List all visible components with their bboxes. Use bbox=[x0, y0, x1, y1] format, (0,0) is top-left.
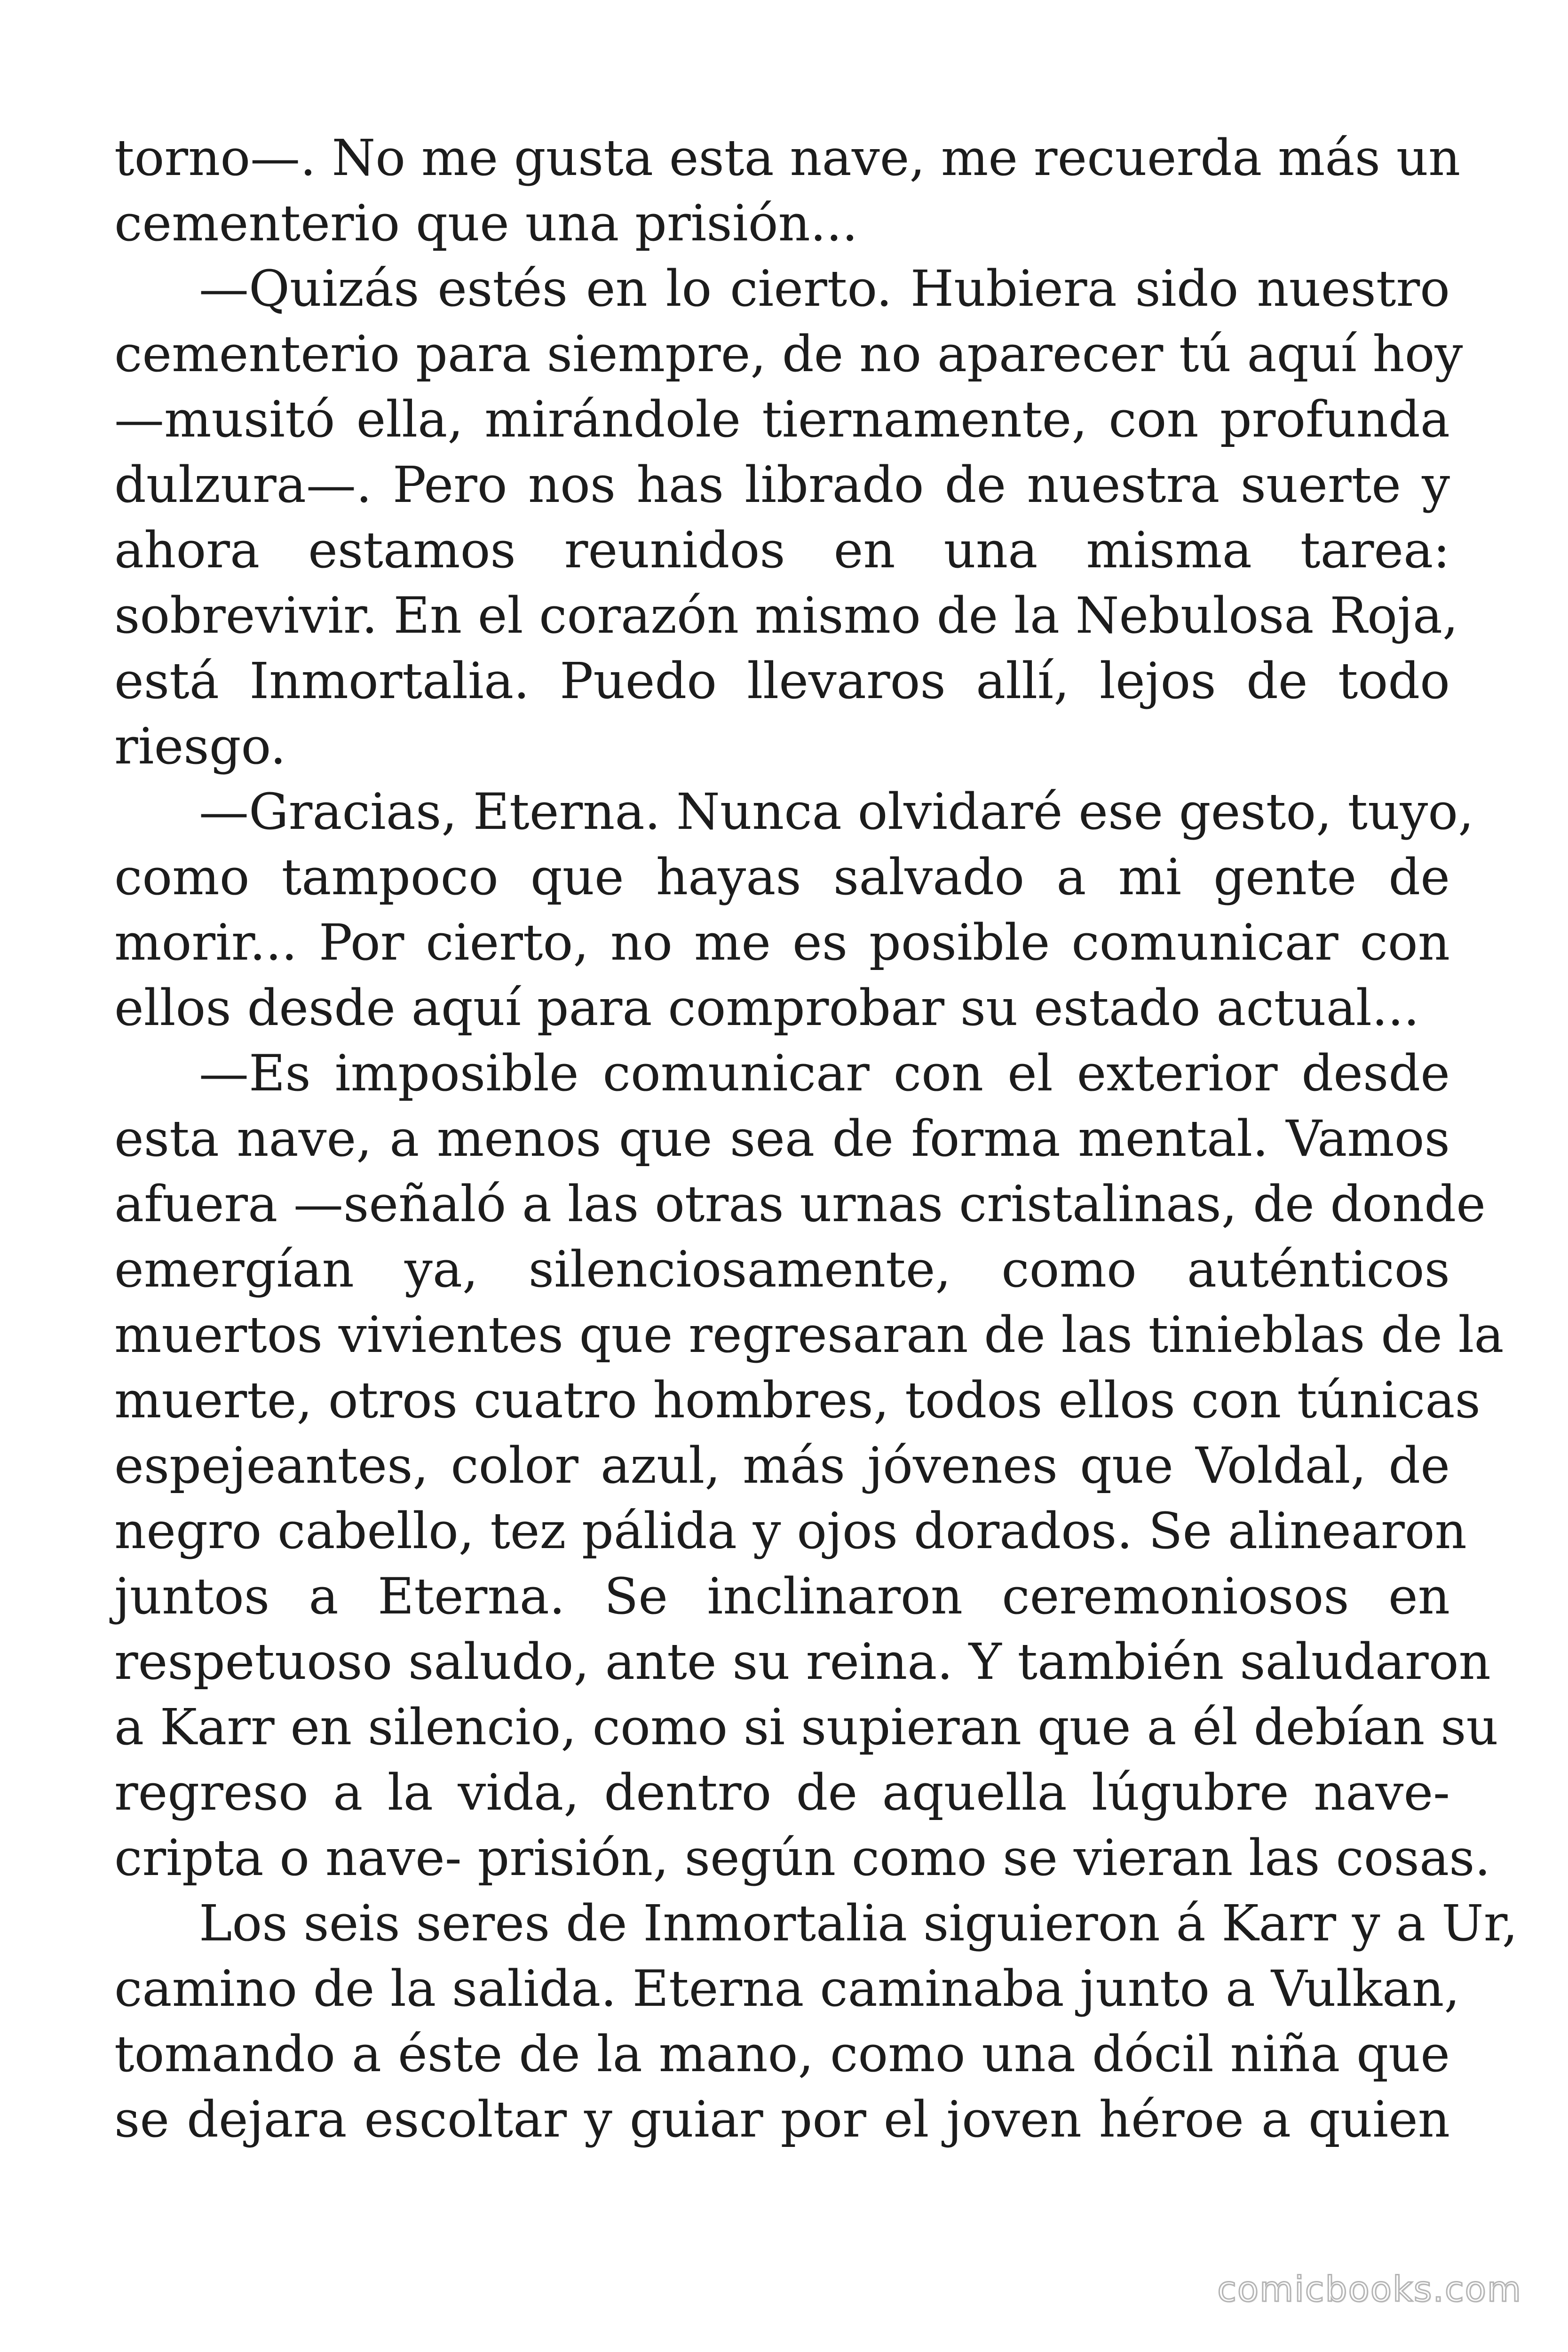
text-line: dulzura—. Pero nos has librado de nuestra suerte y bbox=[114, 456, 1450, 514]
text-line: muertos vivientes que regresaran de las tinieblas de la bbox=[114, 1306, 1504, 1364]
text-line: espejeantes, color azul, más jóvenes que Voldal, de bbox=[114, 1437, 1450, 1494]
text-line: respetuoso saludo, ante su reina. Y también saludaron bbox=[114, 1633, 1491, 1691]
text-line: morir... Por cierto, no me es posible comunicar con bbox=[114, 914, 1450, 971]
text-line: torno—. No me gusta esta nave, me recuerda más un bbox=[114, 129, 1461, 187]
text-line: sobrevivir. En el corazón mismo de la Nebulosa Roja, bbox=[114, 587, 1458, 644]
text-line: se dejara escoltar y guiar por el joven héroe a quien bbox=[114, 2090, 1450, 2148]
text-line: —Gracias, Eterna. Nunca olvidaré ese gesto, tuyo, bbox=[199, 783, 1474, 841]
text-line: ellos desde aquí para comprobar su estado actual... bbox=[114, 979, 1419, 1037]
text-line: tomando a éste de la mano, como una dócil niña que bbox=[114, 2025, 1450, 2083]
text-line: negro cabello, tez pálida y ojos dorados. Se alinearon bbox=[114, 1502, 1467, 1560]
text-line: —Quizás estés en lo cierto. Hubiera sido nuestro bbox=[199, 260, 1450, 318]
text-line: cementerio que una prisión... bbox=[114, 194, 858, 252]
text-line: Los seis seres de Inmortalia siguieron á Karr y a Ur, bbox=[199, 1894, 1518, 1952]
text-line: regreso a la vida, dentro de aquella lúgubre nave- bbox=[114, 1764, 1450, 1821]
text-line: —Es imposible comunicar con el exterior desde bbox=[199, 1044, 1450, 1102]
text-line: está Inmortalia. Puedo llevaros allí, lejos de todo bbox=[114, 652, 1450, 710]
text-line: emergían ya, silenciosamente, como auténticos bbox=[114, 1240, 1450, 1298]
text-line: cementerio para siempre, de no aparecer tú aquí hoy bbox=[114, 325, 1463, 383]
text-line: esta nave, a menos que sea de forma mental. Vamos bbox=[114, 1110, 1450, 1168]
body-text bbox=[114, 125, 1518, 2152]
text-line: afuera —señaló a las otras urnas cristalinas, de donde bbox=[114, 1175, 1486, 1233]
text-line: juntos a Eterna. Se inclinaron ceremoniosos en bbox=[114, 1567, 1450, 1625]
text-line: —musitó ella, mirándole tiernamente, con profunda bbox=[114, 390, 1450, 448]
text-line: como tampoco que hayas salvado a mi gente de bbox=[114, 848, 1450, 906]
text-line: cripta o nave- prisión, según como se vieran las cosas. bbox=[114, 1829, 1491, 1887]
watermark: comicbooks.com bbox=[1217, 2269, 1522, 2310]
text-line: muerte, otros cuatro hombres, todos ellos con túnicas bbox=[114, 1371, 1481, 1429]
text-line: riesgo. bbox=[114, 717, 286, 775]
text-line: a Karr en silencio, como si supieran que a él debían su bbox=[114, 1698, 1498, 1756]
text-line: ahora estamos reunidos en una misma tarea: bbox=[114, 521, 1450, 579]
text-line: camino de la salida. Eterna caminaba junto a Vulkan, bbox=[114, 1960, 1460, 2018]
